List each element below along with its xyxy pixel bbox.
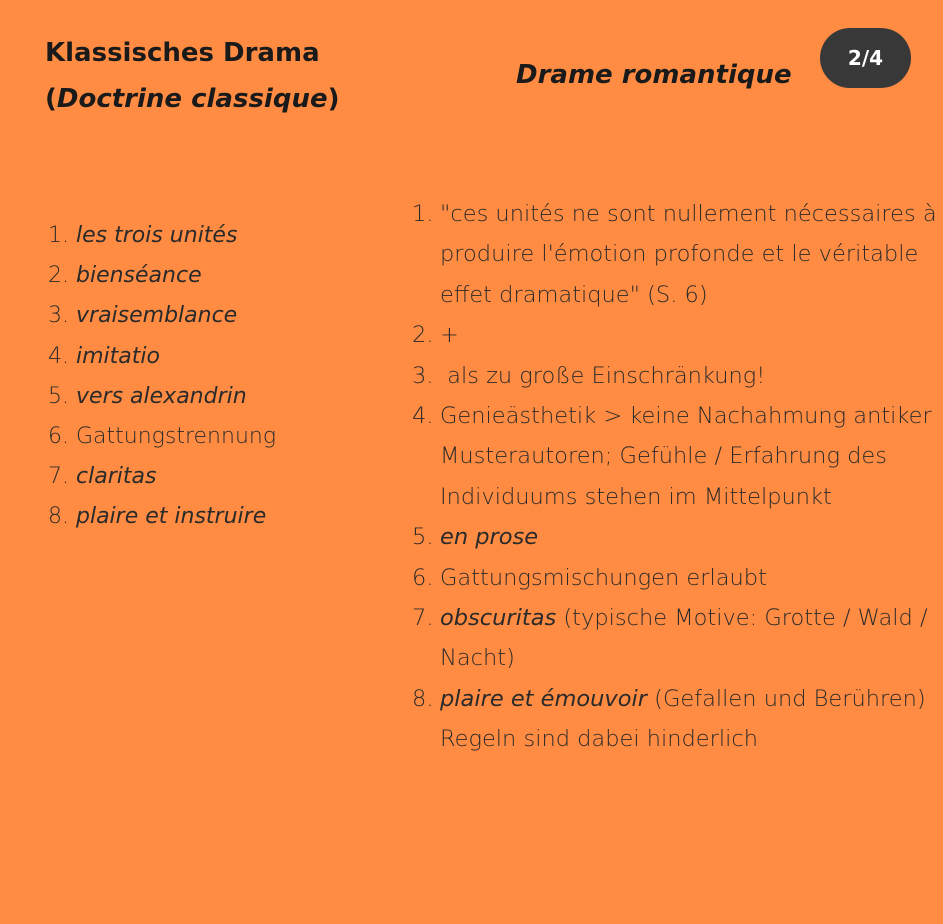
list-item-number: 3.	[48, 303, 69, 329]
list-item-number: 8.	[412, 685, 434, 712]
list-item-number: 1.	[412, 201, 434, 227]
left-title-paren-close: )	[327, 84, 340, 114]
list-item-text: "ces unités ne sont nullement nécessaires à produire l'émotion profonde et le véritable effet dramatique" (S. 6)	[440, 201, 937, 308]
list-item	[412, 396, 937, 517]
list-item-number: 2.	[412, 322, 434, 349]
left-title-line1: Klassisches Drama	[45, 38, 320, 68]
list-item-text: als zu große Einschränkung!	[440, 362, 766, 389]
list-item	[48, 216, 276, 256]
list-item	[48, 337, 276, 377]
list-item-text: vers alexandrin	[76, 383, 247, 409]
list-item-italic-term: plaire et émouvoir	[440, 685, 648, 712]
list-item-text: vraisemblance	[76, 303, 238, 329]
list-item-text	[440, 679, 937, 760]
list-item-number: 7.	[412, 605, 434, 632]
list-item-rest: (typische Motive: Grotte / Wald / Nacht)	[440, 605, 928, 672]
list-item-text: +	[440, 322, 459, 349]
list-item-number: 3.	[412, 362, 434, 389]
list-item	[48, 497, 276, 537]
list-item-text: plaire et instruire	[76, 504, 267, 530]
list-item-italic-term: obscuritas	[440, 605, 557, 632]
list-item-number: 5.	[48, 383, 69, 409]
left-title-italic: Doctrine classique	[56, 84, 328, 114]
list-item	[48, 457, 276, 497]
list-item-number: 1.	[48, 223, 69, 248]
list-item-text: imitatio	[76, 343, 160, 369]
list-item	[48, 256, 276, 296]
list-item-number: 7.	[48, 464, 69, 490]
list-item-number: 2.	[48, 263, 69, 289]
list-item-rest: (Gefallen und Berühren) Regeln sind dabei hinderlich	[440, 685, 926, 753]
list-item-text: en prose	[440, 524, 539, 551]
list-item	[48, 417, 276, 457]
list-item	[412, 598, 937, 679]
list-item-text: Gattungstrennung	[76, 424, 277, 450]
list-item-text: Genieästhetik > keine Nachahmung antiker Musterautoren; Gefühle / Erfahrung des Individuums stehen im Mittelpunkt	[440, 403, 932, 510]
list-item	[48, 377, 276, 417]
right-column-title: Drame romantique	[516, 60, 792, 90]
list-item	[412, 194, 937, 315]
list-item-number: 6.	[48, 424, 69, 450]
list-item-text: claritas	[76, 464, 157, 490]
list-item-text: les trois unités	[76, 223, 238, 248]
list-item	[412, 517, 937, 557]
list-item-text	[440, 598, 937, 679]
list-item-number: 4.	[412, 403, 434, 430]
classical-drama-list	[48, 216, 276, 538]
list-item	[412, 315, 937, 355]
left-title-paren-open: (	[45, 84, 57, 114]
left-column-title	[45, 30, 339, 122]
list-item-number: 8.	[48, 504, 69, 530]
page-indicator-badge: 2/4	[820, 28, 911, 88]
list-item-number: 4.	[48, 343, 69, 369]
left-title-line2	[45, 76, 339, 122]
list-item-number: 5.	[412, 524, 434, 551]
list-item	[48, 296, 276, 336]
list-item	[412, 679, 937, 760]
list-item	[412, 558, 937, 598]
list-item-number: 6.	[412, 564, 434, 591]
romantic-drama-list	[412, 194, 937, 760]
list-item-text: bienséance	[76, 263, 202, 289]
list-item-text: Gattungsmischungen erlaubt	[440, 564, 767, 591]
list-item	[412, 356, 937, 396]
